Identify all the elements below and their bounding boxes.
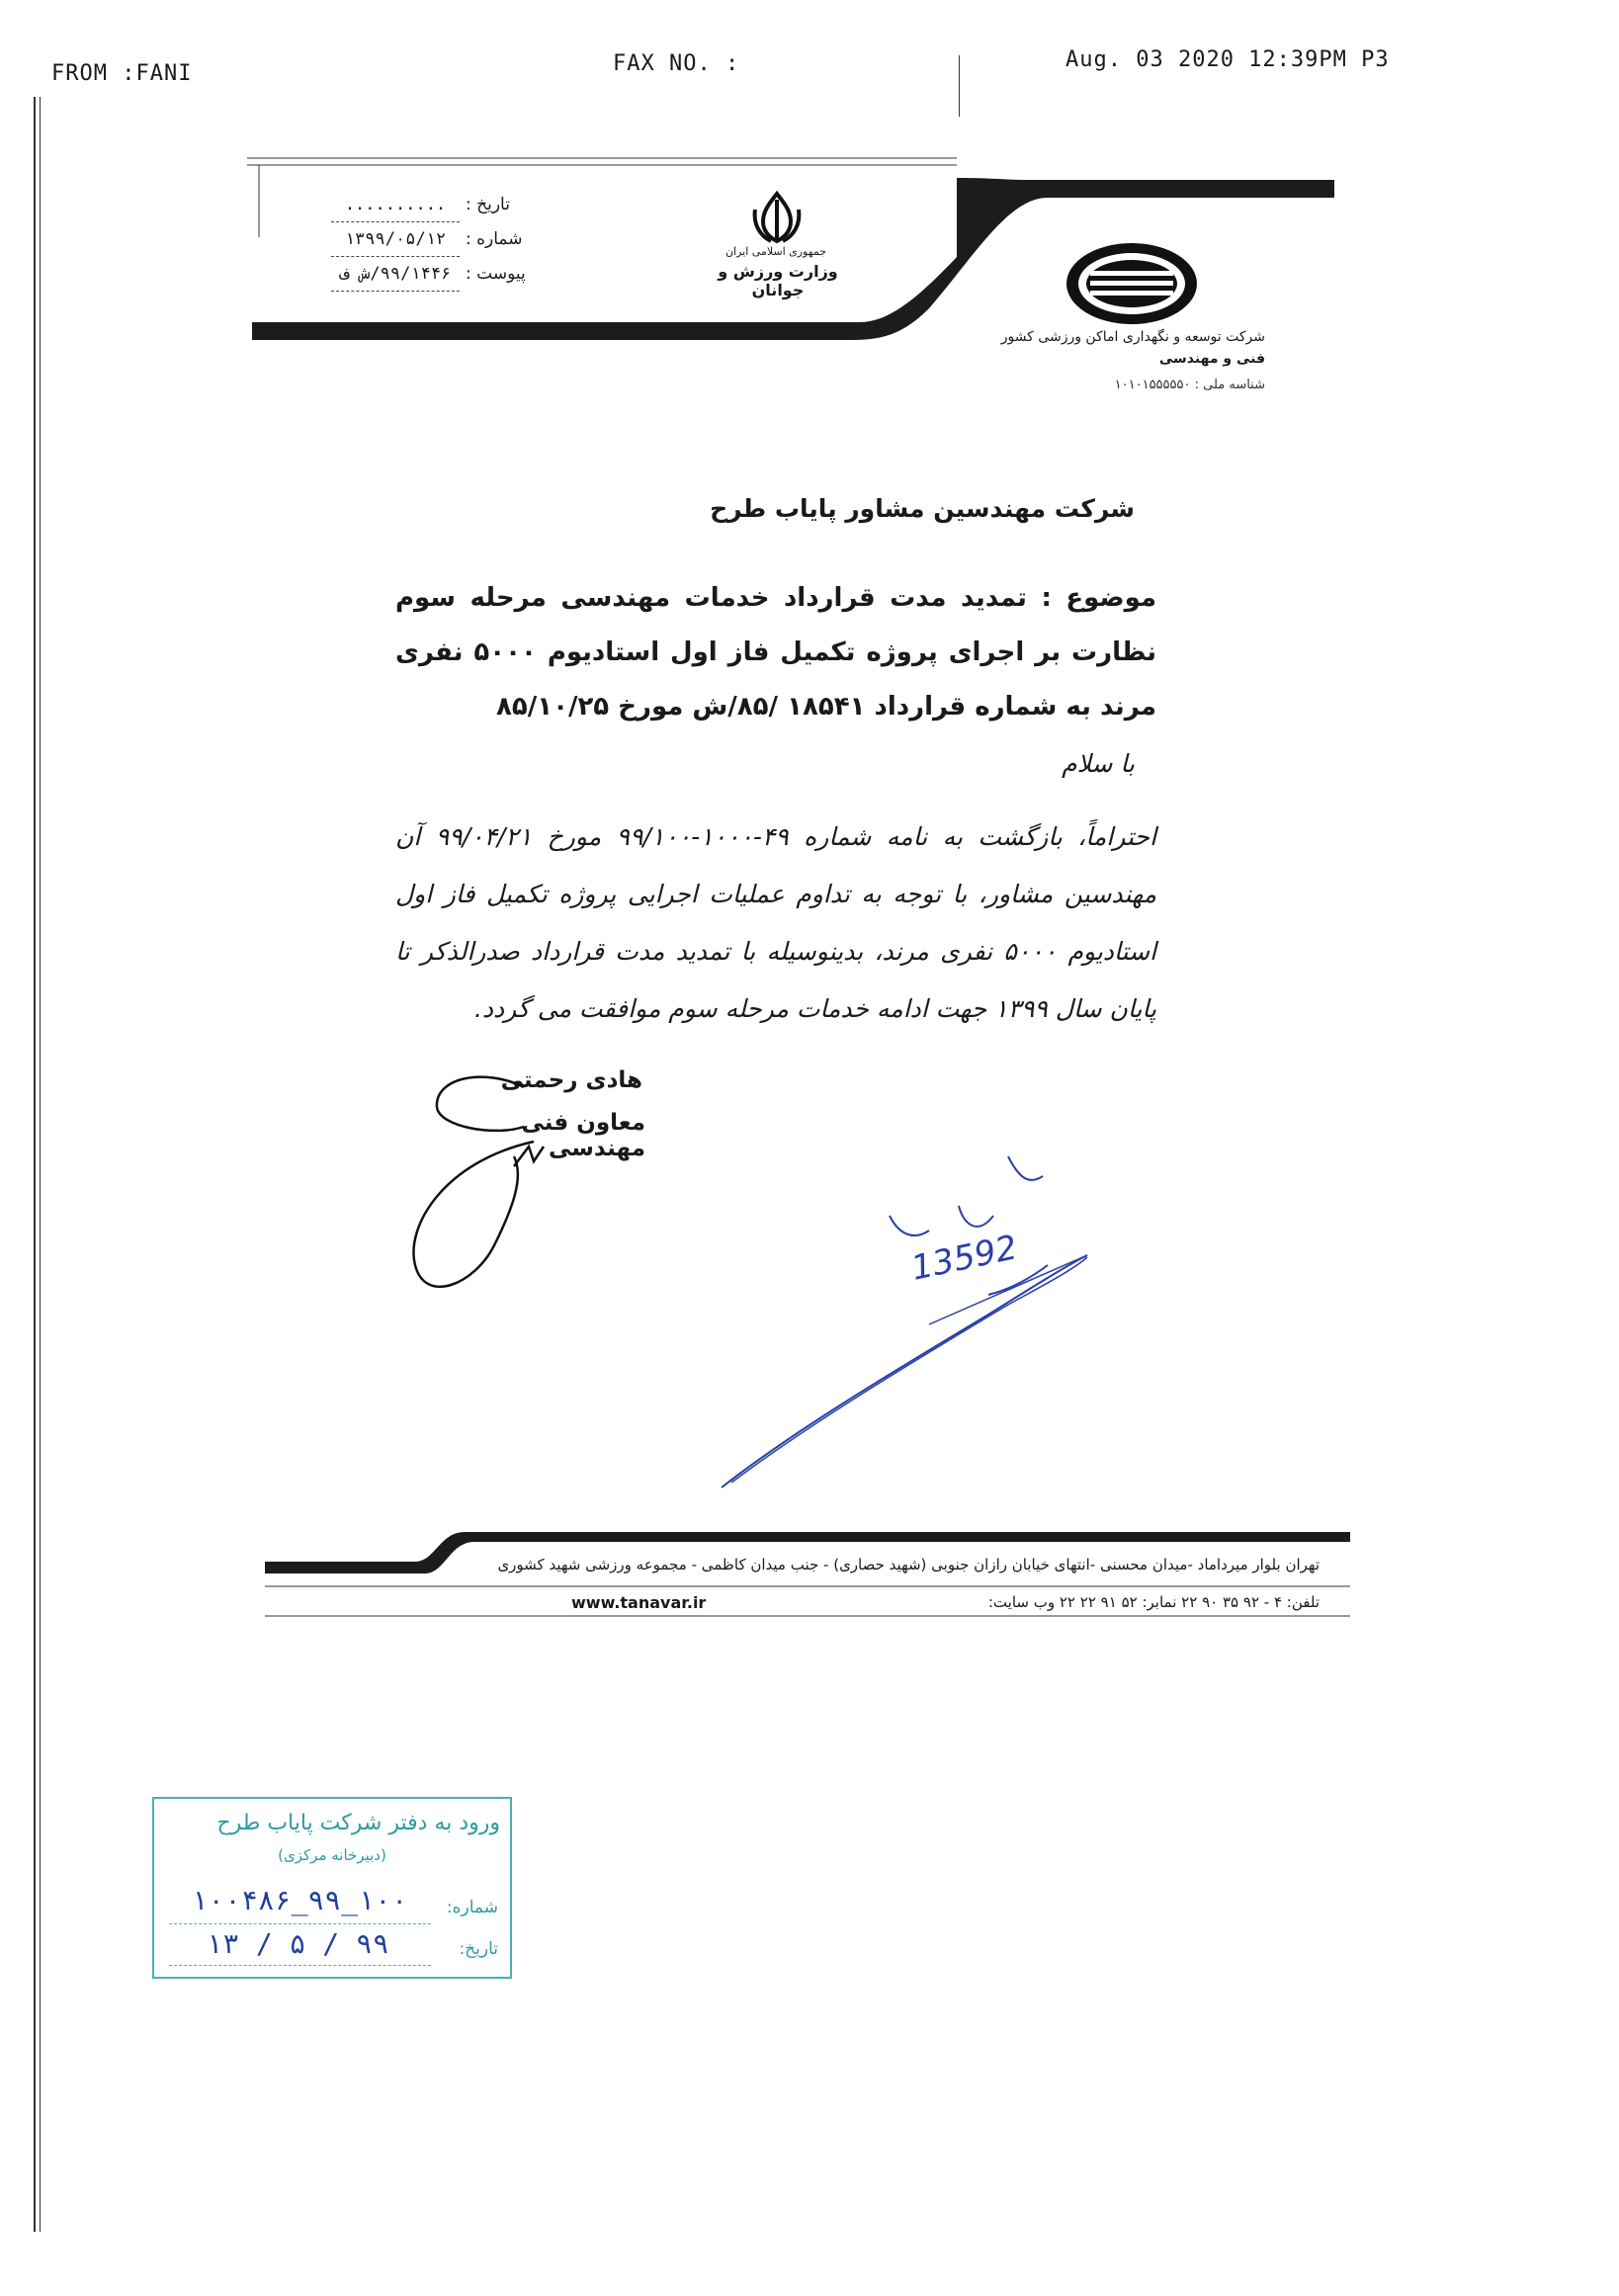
signer-title: معاون فنی مهندسی — [521, 1110, 645, 1161]
letterhead-band — [0, 0, 1619, 415]
fax-number-label: FAX NO. : — [613, 51, 740, 76]
website-link[interactable]: www.tanavar.ir — [571, 1593, 707, 1612]
stamp-date-label: تاریخ: — [459, 1939, 498, 1959]
reference-block — [331, 188, 568, 292]
attachment-label: پیوست : — [466, 264, 526, 284]
attachment-value: ۹۹/۱۴۴۶/ش ف — [331, 257, 460, 292]
fax-sender: FROM :FANI — [51, 61, 193, 86]
stamp-number-value: ۱۰۰_۹۹_۱۰۰۴۸۶ — [191, 1884, 408, 1916]
receipt-stamp — [152, 1797, 512, 1979]
stamp-title: ورود به دفتر شرکت پایاب طرح — [216, 1811, 500, 1835]
attachment-row — [331, 257, 568, 292]
fax-datetime-page: Aug. 03 2020 12:39PM P3 — [1065, 47, 1390, 72]
footer-contact: تلفن: ۴ - ۹۲ ۳۵ ۹۰ ۲۲ نمابر: ۵۲ ۹۱ ۲۲ ۲۲ وب سایت: — [987, 1593, 1320, 1611]
date-row — [331, 188, 568, 222]
number-label: شماره : — [466, 229, 523, 249]
date-label: تاریخ : — [466, 195, 510, 214]
company-department: فنی و مهندسی — [1158, 351, 1265, 367]
ministry-name: وزارت ورزش و جوانان — [718, 262, 838, 299]
stamp-date-value: ۹۹ / ۵ / ۱۳ — [206, 1927, 389, 1960]
company-logo-icon — [1063, 239, 1201, 328]
footer-address: تهران بلوار میرداماد -میدان محسنی -انتهای خیابان رازان جنوبی (شهید حصاری) - جنب میدان کاظمی - مجموعه ورزشی شهید کشوری — [497, 1556, 1320, 1573]
iran-emblem-icon — [749, 190, 805, 245]
number-value: ۱۳۹۹/۰۵/۱۲ — [331, 222, 460, 257]
stamp-number-line — [169, 1923, 431, 1924]
ministry-country: جمهوری اسلامی ایران — [724, 245, 827, 258]
recipient: شرکت مهندسین مشاور پایاب طرح — [710, 494, 1135, 523]
handwritten-note: 13592 — [907, 1228, 1021, 1289]
margin-line-left — [34, 97, 36, 2232]
signer-name: هادی رحمتی — [500, 1067, 642, 1093]
company-name: شرکت توسعه و نگهداری اماکن ورزشی کشور — [1000, 329, 1265, 345]
date-value: .......... — [331, 188, 460, 222]
stamp-subtitle: (دبیرخانه مرکزی) — [278, 1846, 386, 1864]
subject: موضوع : تمدید مدت قرارداد خدمات مهندسی مرحله سوم نظارت بر اجرای پروژه تکمیل فاز اول استادیوم ۵۰۰۰ نفری مرند به شماره قرارداد ۱۸۵۴۱ /۸۵/ش مورخ ۸۵/۱۰/۲۵ — [395, 583, 1156, 722]
national-id: شناسه ملی : ۱۰۱۰۱۵۵۵۵۵۰ — [1114, 378, 1265, 392]
margin-line-left-inner — [40, 97, 41, 2232]
stamp-date-line — [169, 1965, 431, 1966]
greeting: با سلام — [1062, 749, 1135, 778]
letter-body: احتراماً، بازگشت به نامه شماره ۴۹-۱۰۰۰-۹۹/۱۰۰ مورخ ۹۹/۰۴/۲۱ آن مهندسین مشاور، با توجه به تداوم عملیات اجرایی پروژه تکمیل فاز اول استادیوم ۵۰۰۰ نفری مرند، بدینوسیله با تمدید مدت قرارداد صدرالذکر تا پایان سال ۱۳۹۹ جهت ادامه خدمات مرحله سوم موافقت می گردد. — [395, 822, 1157, 1023]
number-row — [331, 222, 568, 257]
stamp-number-label: شماره: — [446, 1898, 498, 1917]
